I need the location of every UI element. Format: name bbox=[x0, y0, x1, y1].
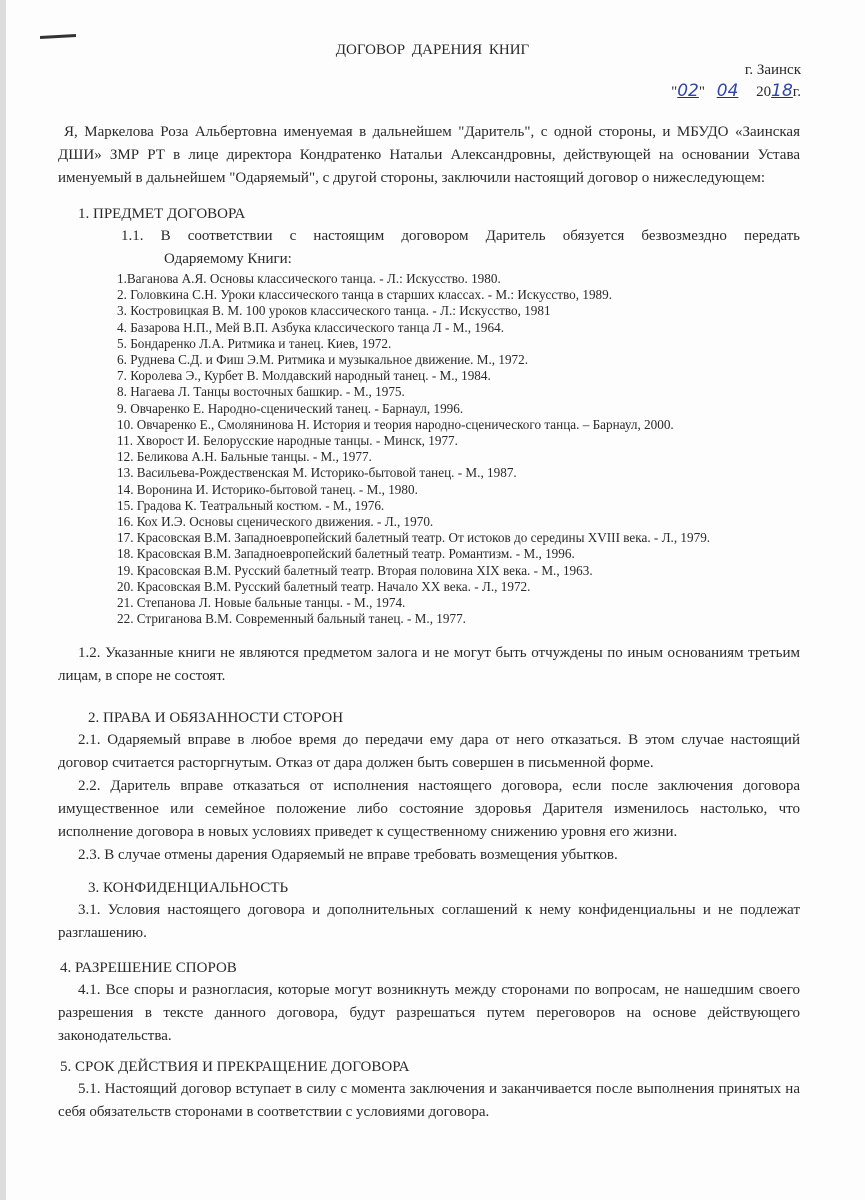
book-list-item: 22. Стриганова В.М. Современный бальный танец. - М., 1977. bbox=[117, 611, 466, 627]
book-list-item: 7. Королева Э., Курбет В. Молдавский народный танец. - М., 1984. bbox=[117, 368, 491, 384]
contract-date bbox=[0, 80, 865, 103]
quote: " bbox=[698, 84, 705, 100]
book-list-item: 15. Градова К. Театральный костюм. - М., 1976. bbox=[117, 497, 385, 513]
book-list-item: 4. Базарова Н.П., Мей В.П. Азбука классического танца Л - М., 1964. bbox=[117, 319, 504, 335]
clause-1-1: 1.1. В соответствии с настоящим договором Даритель обязуется безвозмездно передать bbox=[121, 228, 800, 244]
clause-5-1: 5.1. Настоящий договор вступает в силу с момента заключения и заканчивается после выполнения принятых на себя обязательств сторонами в соответствии с условиями договора. bbox=[58, 1081, 800, 1121]
date-day: 02 bbox=[677, 81, 699, 101]
intro-paragraph: Я, Маркелова Роза Альбертовна именуемая в дальнейшем "Даритель", с одной стороны, и МБУДО «Заинская ДШИ» ЗМР РТ в лице директора Кондратенко Натальи Александровны, действующей на основании Устава именуемый в дальнейшем "Одаряемый", с другой стороны, заключили настоящий договор о нижеследующем: bbox=[58, 124, 800, 186]
document-title: ДОГОВОР ДАРЕНИЯ КНИГ bbox=[335, 42, 530, 58]
book-list-item: 14. Воронина И. Историко-бытовой танец. - М., 1980. bbox=[117, 481, 418, 497]
section-4-heading: 4. РАЗРЕШЕНИЕ СПОРОВ bbox=[60, 960, 237, 977]
book-list-item: 19. Красовская В.М. Русский балетный театр. Вторая половина XIX века. - М., 1963. bbox=[117, 562, 593, 578]
date-year-prefix: 20 bbox=[756, 84, 772, 100]
book-list-item: 17. Красовская В.М. Западноевропейский балетный театр. От истоков до середины XVIII века. - Л., 1979. bbox=[117, 530, 711, 546]
date-year-suffix: 18 bbox=[771, 81, 793, 101]
city: г. Заинск bbox=[744, 62, 801, 78]
book-list-item: 13. Васильева-Рождественская М. Историко-бытовой танец. - М., 1987. bbox=[117, 465, 517, 481]
book-list-item: 18. Красовская В.М. Западноевропейский балетный театр. Романтизм. - М., 1996. bbox=[117, 546, 575, 562]
quote: " bbox=[671, 84, 678, 100]
section-5-heading: 5. СРОК ДЕЙСТВИЯ И ПРЕКРАЩЕНИЕ ДОГОВОРА bbox=[60, 1059, 410, 1076]
clause-4-1: 4.1. Все споры и разногласия, которые могут возникнуть между сторонами по вопросам, не нашедшим своего разрешения в тексте данного договора, будут разрешаться путем переговоров на основе действующего законодательства. bbox=[58, 982, 800, 1045]
book-list-item: 6. Руднева С.Д. и Фиш Э.М. Ритмика и музыкальное движение. М., 1972. bbox=[117, 352, 529, 368]
book-list-item: 20. Красовская В.М. Русский балетный театр. Начало XX века. - Л., 1972. bbox=[117, 578, 531, 594]
book-list-item: 16. Кох И.Э. Основы сценического движения. - Л., 1970. bbox=[117, 514, 434, 530]
clause-3-1: 3.1. Условия настоящего договора и дополнительных соглашений к нему конфиденциальны и не подлежат разглашению. bbox=[58, 902, 800, 942]
clause-1-1-cont: Одаряемому Книги: bbox=[164, 251, 292, 267]
book-list-item: 8. Нагаева Л. Танцы восточных башкир. - М., 1975. bbox=[117, 384, 405, 400]
book-list-item: 9. Овчаренко Е. Народно-сценический танец. - Барнаул, 1996. bbox=[117, 400, 464, 416]
book-list-item: 10. Овчаренко Е., Смолянинова Н. История и теория народно-сценического танца. – Барнаул, 2000. bbox=[117, 416, 674, 432]
date-suffix: г. bbox=[792, 84, 801, 100]
book-list-item: 2. Головкина С.Н. Уроки классического танца в старших классах. - М.: Искусство, 1989. bbox=[117, 287, 613, 303]
book-list-item: 1.Ваганова А.Я. Основы классического танца. - Л.: Искусство. 1980. bbox=[117, 271, 501, 286]
book-list-item: 3. Костровицкая В. М. 100 уроков классического танца. - Л.: Искусство, 1981 bbox=[117, 303, 551, 319]
book-list bbox=[117, 271, 865, 627]
section-1-heading: 1. ПРЕДМЕТ ДОГОВОРА bbox=[78, 206, 246, 222]
book-list-item: 21. Степанова Л. Новые бальные танцы. - М., 1974. bbox=[117, 595, 406, 611]
clause-2-2: 2.2. Даритель вправе отказаться от исполнения настоящего договора, если после заключения договора имущественное или семейное положение либо состояние здоровья Дарителя изменилось настолько, что исполнение договора в новых условиях приведет к существенному снижению уровня его жизни. bbox=[58, 778, 800, 841]
section-3-heading: 3. КОНФИДЕНЦИАЛЬНОСТЬ bbox=[88, 880, 289, 897]
book-list-item: 11. Хворост И. Белорусские народные танцы. - Минск, 1977. bbox=[117, 433, 458, 449]
clause-2-1: 2.1. Одаряемый вправе в любое время до передачи ему дара от него отказаться. В этом случае настоящий договор считается расторгнутым. Отказ от дара должен быть совершен в письменной форме. bbox=[58, 732, 800, 772]
date-month: 04 bbox=[716, 81, 739, 101]
clause-1-2: 1.2. Указанные книги не являются предметом залога и не могут быть отчуждены по иным основаниям третьим лицам, в споре не состоят. bbox=[58, 645, 800, 685]
book-list-item: 12. Беликова А.Н. Бальные танцы. - М., 1977. bbox=[117, 449, 372, 465]
book-list-item: 5. Бондаренко Л.А. Ритмика и танец. Киев, 1972. bbox=[117, 335, 392, 351]
section-2-heading: 2. ПРАВА И ОБЯЗАННОСТИ СТОРОН bbox=[88, 710, 344, 727]
clause-2-3: 2.3. В случае отмены дарения Одаряемый не вправе требовать возмещения убытков. bbox=[78, 847, 618, 864]
